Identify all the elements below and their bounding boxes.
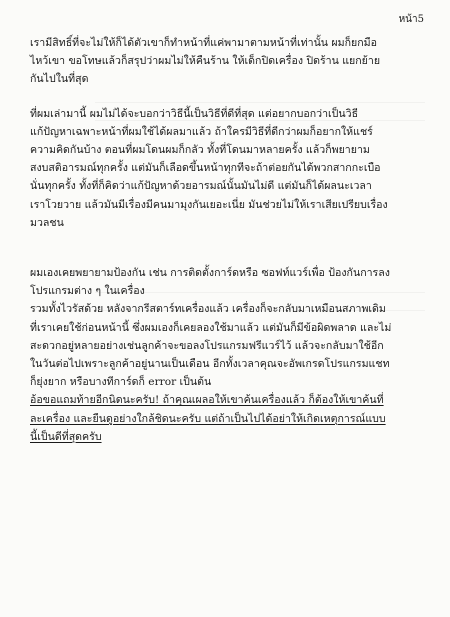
text-line: รวมทั้งไวรัสด้วย หลังจากรีสตาร์ทเครื่องแล้ว เครื่องก็จะกลับมาเหมือนสภาพเดิม xyxy=(30,303,386,316)
text-line: ที่ผมเล่ามานี้ ผมไม่ได้จะบอกว่าวิธีนี้เป็นวิธีที่ดีที่สุด แต่อยากบอกว่าเป็นวิธี xyxy=(30,107,359,120)
text-line: เรามีสิทธิ์ที่จะไม่ให้ก็ได้ตัวเขาก็ทำหน้าที่แค่พามาตามหน้าที่เท่านั้น ผมก็ยกมือ xyxy=(30,37,377,49)
text-line: ผมเองเคยพยายามป้องกัน เช่น การติดตั้งการ์ดหรือ ซอฟท์แวร์เพื่อ ป้องกันการลง xyxy=(30,267,390,280)
body-text xyxy=(30,34,425,446)
text-line: กันไปในที่สุด xyxy=(30,73,89,86)
text-line: มวลชน xyxy=(30,216,64,229)
text-line: ไหว้เขา ขอโทษแล้วก็สรุปว่าผมไม่ให้คืนร้าน ให้เด็กปิดเครื่อง ปิดร้าน แยกย้าย xyxy=(30,55,381,68)
text-line: ก็ยุ่งยาก หรือบางทีการ์ดก็ error เป็นต้น xyxy=(30,376,212,389)
text-line: ที่เราเคยใช้ก่อนหน้านี้ ซึ่งผมเองก็เคยลองใช้มาแล้ว แต่มันก็มีข้อผิดพลาด และไม่ xyxy=(30,321,392,334)
text-line: ละเครื่อง และยืนดูอย่างใกล้ชิดนะครับ แต่ถ้าเป็นไปได้อย่าให้เกิดเหตุการณ์แบบ xyxy=(30,412,386,425)
paragraph-4 xyxy=(30,300,425,391)
text-line: แก้ปัญหาเฉพาะหน้าที่ผมใช้ได้ผลมาแล้ว ถ้าใครมีวิธีที่ดีกว่าผมก็อยากให้แชร์ xyxy=(30,125,373,138)
text-line: สะดวกอยู่หลายอย่างเช่นลูกค้าจะขอลงโปรแกรมฟรีแวร์ไว้ แล้วจะกลับมาใช้อีก xyxy=(30,339,384,352)
paragraph-1 xyxy=(30,34,425,89)
text-line: ในวันต่อไปเพราะลูกค้าอยู่นานเป็นเดือน อีกทั้งเวลาคุณจะอัพเกรดโปรแกรมแชท xyxy=(30,358,390,371)
text-line: อ้อขอแถมท้ายอีกนิดนะครับ! ถ้าคุณเผลอให้เขาค้นเครื่องแล้ว ก็ต้องให้เขาค้นที่ xyxy=(30,394,384,407)
text-line: นั่นทุกครั้ง ทั้งที่ก็คิดว่าแก้ปัญหาด้วยอารมณ์นั้นมันไม่ดี แต่มันก็ได้ผลนะเวลา xyxy=(30,180,372,193)
text-line: โปรแกรมต่าง ๆ ในเครื่อง xyxy=(30,285,145,298)
paragraph-3 xyxy=(30,264,425,300)
page-number: หน้า5 xyxy=(398,14,424,25)
text-line: สงบสติอารมณ์ทุกครั้ง แต่มันก็เลือดขึ้นหน้าทุกทีจะถ้าต่อยกันได้พวกสากกะเบือ xyxy=(30,162,381,175)
text-line: เราโวยวาย แล้วมันมีเรื่องมีคนมามุงกันเยอะเนี่ย มันช่วยไม่ให้เราเสียเปรียบเรื่อง xyxy=(30,198,388,211)
paragraph-2 xyxy=(30,105,425,232)
text-line: นี้เป็นดีที่สุดครับ xyxy=(30,430,102,443)
paragraph-5-underlined xyxy=(30,391,425,446)
text-line: ความคิดกันบ้าง ตอนที่ผมโดนผมก็กลัว ทั้งที่โดนมาหลายครั้ง แล้วก็พยายาม xyxy=(30,144,370,157)
